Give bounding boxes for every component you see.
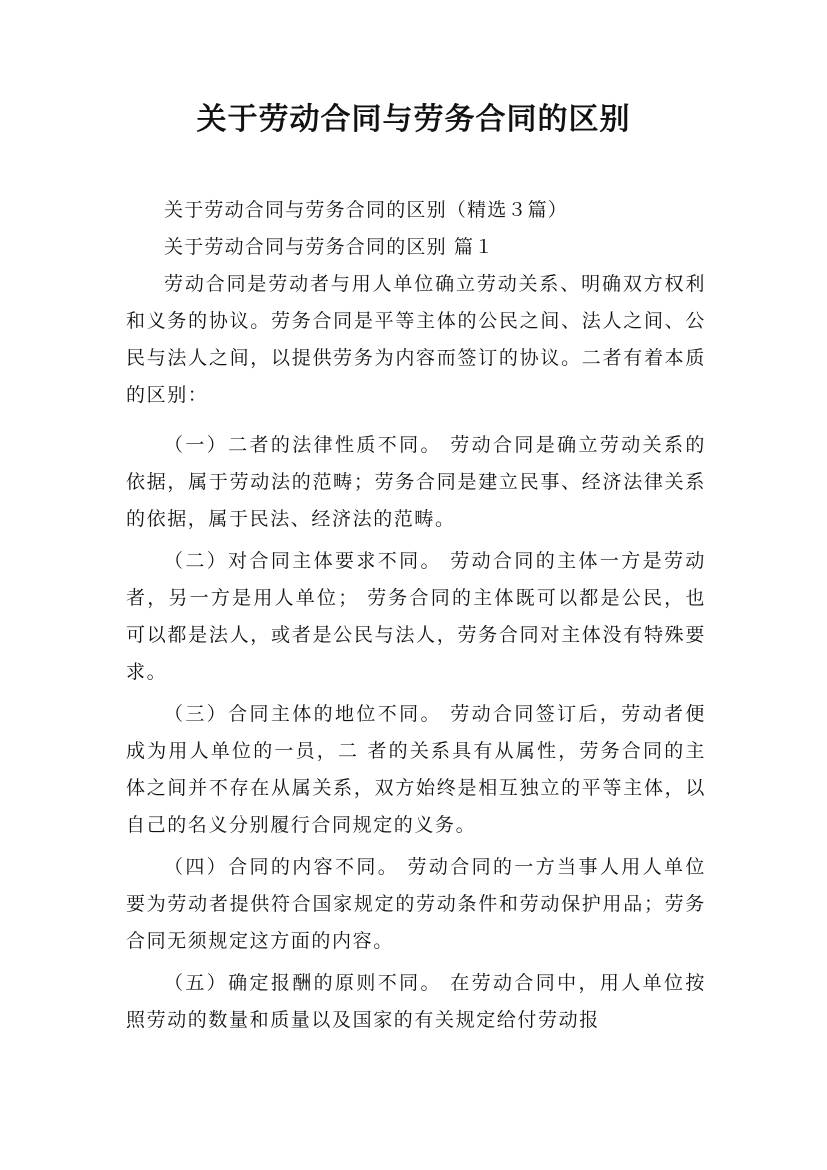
document-title: 关于劳动合同与劳务合同的区别 [196, 102, 631, 137]
difference-item-5: （五）确定报酬的原则不同。 在劳动合同中，用人单位按照劳动的数量和质量以及国家的有关规定给付劳动报 [126, 972, 706, 1031]
document-subtitle: 关于劳动合同与劳务合同的区别（精选３篇） [164, 199, 569, 221]
difference-item-3: （三）合同主体的地位不同。 劳动合同签订后，劳动者便成为用人单位的一员，二 者的关系具有从属性，劳务合同的主体之间并不存在从属关系，双方始终是相互独立的平等主体，以自己的名义分别履行合同规定的义务。 [126, 703, 706, 836]
difference-item-2: （二）对合同主体要求不同。 劳动合同的主体一方是劳动者，另一方是用人单位； 劳务合同的主体既可以都是公民，也可以都是法人，或者是公民与法人，劳务合同对主体没有特殊要求。 [126, 550, 706, 683]
document-body [126, 192, 706, 1039]
section-heading: 关于劳动合同与劳务合同的区别 篇１ [164, 236, 495, 258]
intro-paragraph: 劳动合同是劳动者与用人单位确立劳动关系、明确双方权利和义务的协议。劳务合同是平等主体的公民之间、法人之间、公民与法人之间，以提供劳务为内容而签订的协议。二者有着本质的区别： [126, 273, 706, 406]
difference-item-1: （一）二者的法律性质不同。 劳动合同是确立劳动关系的依据，属于劳动法的范畴；劳务合同是建立民事、经济法律关系的依据，属于民法、经济法的范畴。 [126, 434, 706, 530]
difference-item-4: （四）合同的内容不同。 劳动合同的一方当事人用人单位要为劳动者提供符合国家规定的劳动条件和劳动保护用品；劳务合同无须规定这方面的内容。 [126, 856, 706, 952]
